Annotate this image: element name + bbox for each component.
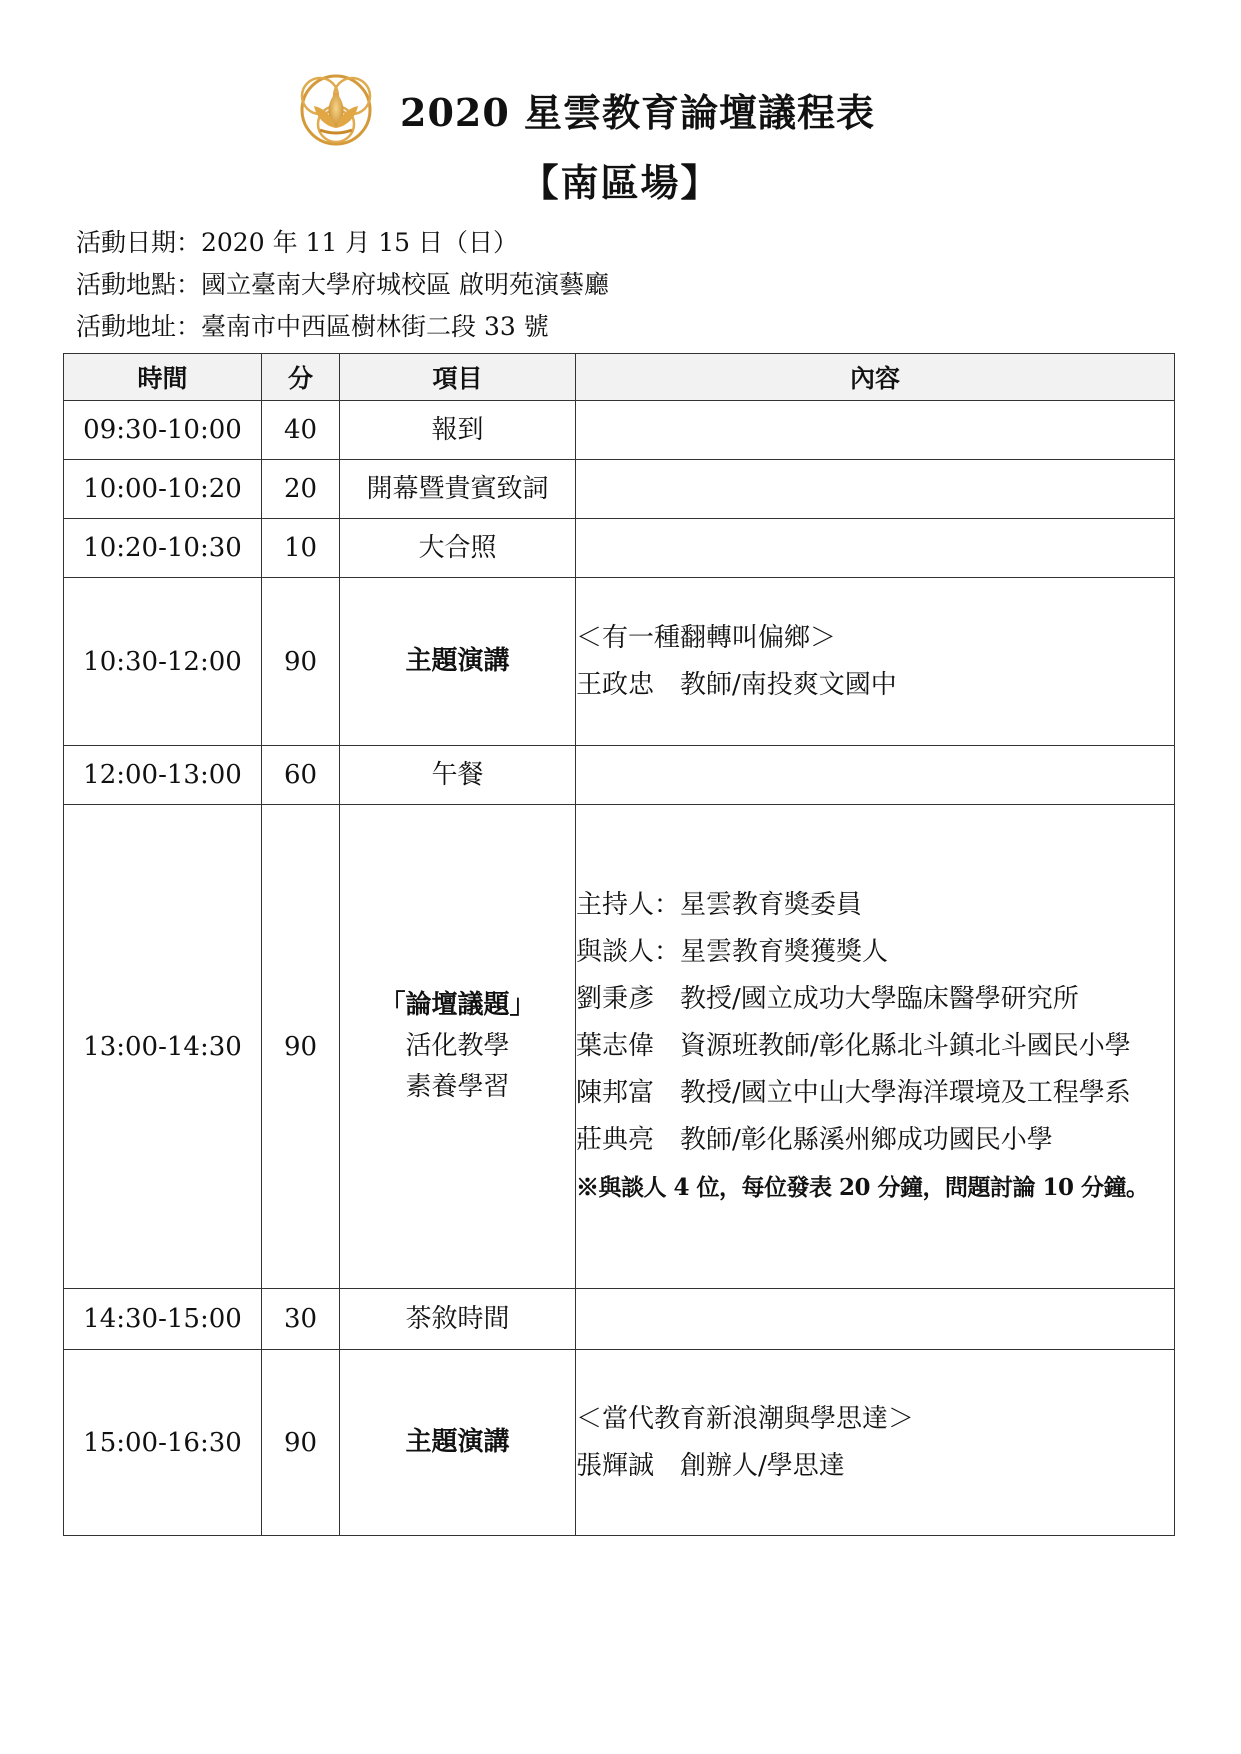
panelist: 劉秉彥 教授/國立成功大學臨床醫學研究所: [576, 984, 1079, 1014]
table-header-row: [64, 354, 1175, 401]
row-minutes: 20: [262, 460, 340, 519]
moderator: 主持人：星雲教育獎委員: [576, 890, 863, 920]
row-time: 15:00-16:30: [64, 1350, 262, 1536]
page-subtitle: 【南區場】: [520, 160, 721, 205]
row-content: [576, 1350, 1175, 1536]
row-time: 10:00-10:20: [64, 460, 262, 519]
table-row: [64, 746, 1175, 805]
talk-title: ＜有一種翻轉叫偏鄉＞: [576, 622, 837, 653]
row-minutes: 90: [262, 578, 340, 746]
header-content: 內容: [576, 354, 1175, 401]
row-content: [576, 460, 1175, 519]
row-item: [340, 746, 576, 805]
row-item: [340, 519, 576, 578]
speaker: 王政忠 教師/南投爽文國中: [576, 669, 897, 700]
talk-title: ＜當代教育新浪潮與學思達＞: [576, 1403, 915, 1434]
event-address: 活動地址：臺南市中西區樹林街二段 33 號: [76, 312, 549, 341]
row-item: [340, 805, 576, 1289]
item-text: 報到: [431, 414, 484, 445]
header-time: 時間: [64, 354, 262, 401]
row-minutes: 40: [262, 401, 340, 460]
row-time: 12:00-13:00: [64, 746, 262, 805]
row-content: [576, 1289, 1175, 1350]
header: [0, 60, 1241, 210]
panel-note: ※與談人 4 位，每位發表 20 分鐘，問題討論 10 分鐘。: [576, 1174, 1149, 1201]
row-time: 10:30-12:00: [64, 578, 262, 746]
header-item: 項目: [340, 354, 576, 401]
row-minutes: 30: [262, 1289, 340, 1350]
row-item: [340, 1350, 576, 1536]
item-text: 「論壇議題」: [379, 990, 536, 1020]
item-text: 午餐: [431, 759, 484, 790]
panelists-label: 與談人：星雲教育獎獲獎人: [576, 937, 889, 967]
table-row: [64, 519, 1175, 578]
row-minutes: 60: [262, 746, 340, 805]
row-minutes: 90: [262, 805, 340, 1289]
row-content: [576, 519, 1175, 578]
speaker: 張輝誠 創辦人/學思達: [576, 1450, 845, 1481]
table-row: [64, 1350, 1175, 1536]
item-text: 大合照: [418, 532, 497, 563]
row-item: [340, 460, 576, 519]
row-minutes: 10: [262, 519, 340, 578]
item-text: 茶敘時間: [405, 1303, 510, 1334]
lotus-logo-icon: [290, 70, 382, 150]
row-time: 10:20-10:30: [64, 519, 262, 578]
panelist: 葉志偉 資源班教師/彰化縣北斗鎮北斗國民小學: [576, 1031, 1131, 1061]
row-content: [576, 746, 1175, 805]
event-date: 活動日期：2020 年 11 月 15 日（日）: [76, 228, 518, 257]
table-row: [64, 460, 1175, 519]
item-text: 活化教學: [405, 1031, 510, 1061]
row-content: [576, 578, 1175, 746]
row-time: 14:30-15:00: [64, 1289, 262, 1350]
item-text: 素養學習: [405, 1072, 510, 1102]
event-info: [76, 222, 609, 348]
row-minutes: 90: [262, 1350, 340, 1536]
page-title: 2020 星雲教育論壇議程表: [400, 90, 875, 135]
row-item: [340, 1289, 576, 1350]
panelist: 陳邦富 教授/國立中山大學海洋環境及工程學系: [576, 1078, 1131, 1108]
row-item: [340, 401, 576, 460]
table-row: [64, 805, 1175, 1289]
item-text: 開幕暨貴賓致詞: [366, 473, 549, 504]
row-time: 13:00-14:30: [64, 805, 262, 1289]
panelist: 莊典亮 教師/彰化縣溪州鄉成功國民小學: [576, 1125, 1053, 1155]
row-item: [340, 578, 576, 746]
item-text: 主題演講: [405, 646, 510, 676]
agenda-table: [63, 353, 1175, 1536]
item-text: 主題演講: [405, 1427, 510, 1457]
row-content: [576, 401, 1175, 460]
table-row: [64, 578, 1175, 746]
header-minutes: 分: [262, 354, 340, 401]
table-row: [64, 1289, 1175, 1350]
row-time: 09:30-10:00: [64, 401, 262, 460]
row-content: [576, 805, 1175, 1289]
event-venue: 活動地點：國立臺南大學府城校區 啟明苑演藝廳: [76, 270, 609, 299]
table-row: [64, 401, 1175, 460]
